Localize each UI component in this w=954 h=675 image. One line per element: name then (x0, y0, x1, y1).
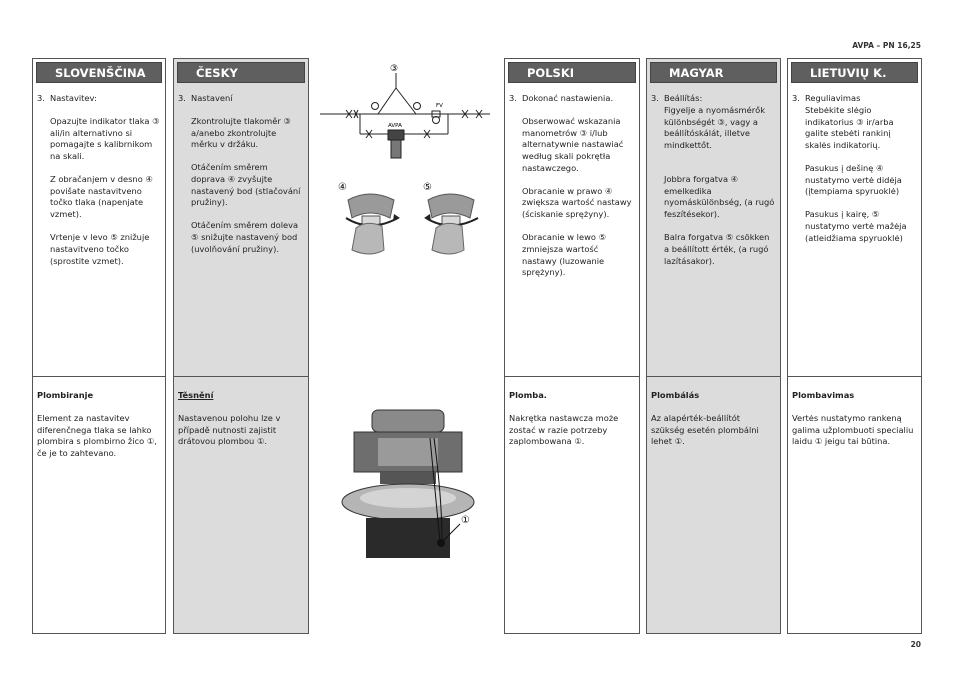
hand-turn-left-illustration (424, 194, 478, 254)
paragraph: Jobbra forgatva ④ emelkedika nyomáskülönbség, (a rugó feszítésekor). (664, 173, 775, 220)
paragraph: Balra forgatva ⑤ csökken a beállított érték, (a rugó lazításakor). (664, 232, 770, 266)
column-heading: MAGYAR (650, 62, 777, 83)
paragraph: Pasukus į dešinę ④ nustatymo vertė didėja (įtempiama spyruoklė) (805, 162, 902, 197)
section-heading: Těsnění (178, 390, 214, 400)
column-slovenscina (32, 58, 166, 634)
paragraph: Zkontrolujte tlakoměr ③ a/anebo zkontrolujte měrku v držáku. (191, 115, 291, 150)
step-title: Reguliavimas (805, 93, 861, 103)
paragraph: Obracanie w prawo ④ zwiększa wartość nastawy (ściskanie sprężyny). (522, 185, 632, 220)
sealing-photo (342, 410, 474, 558)
step-number: 3. (651, 93, 659, 103)
step-title: Nastavitev: (50, 93, 97, 103)
section-heading: Plombálás (651, 390, 700, 400)
column-cesky (173, 58, 309, 634)
step-number: 3. (792, 93, 800, 103)
paragraph: Obserwować wskazania manometrów ③ i/lub alternatywnie nastawiać według skali pokrętła nastawczego. (522, 115, 624, 173)
section-heading: Plomba. (509, 390, 547, 400)
divider (505, 376, 639, 377)
paragraph: Vrtenje v levo ⑤ znižuje nastavitveno točko (sprostite vzmet). (50, 232, 150, 266)
column-heading: POLSKI (508, 62, 636, 83)
paragraph: Nakrętka nastawcza może zostać w razie potrzeby zaplombowana ①. (509, 412, 619, 447)
section-heading: Plombiranje (37, 390, 94, 400)
callout-5-label: ⑤ (423, 182, 432, 193)
paragraph: Stebėkite slėgio indikatorius ③ ir/arba galite stebėti rankinį skalės indikatorių. (805, 104, 894, 151)
page-number: 20 (910, 640, 921, 649)
callout-1-label: ① (461, 515, 470, 526)
column-heading: SLOVENŠČINA (36, 62, 162, 83)
paragraph: Element za nastavitev diferenčnega tlaka se lahko plombira s plombirno žico ①, če je to zahtevano. (37, 412, 157, 459)
column-heading: ČESKY (177, 62, 305, 83)
paragraph: Pasukus į kairę, ⑤ nustatymo vertė mažėja (atleidžiama spyruoklė) (805, 209, 907, 243)
divider (33, 376, 165, 377)
callout-4-label: ④ (338, 182, 347, 193)
callout-3-label: ③ (390, 64, 399, 74)
paragraph: Otáčením směrem doleva ⑤ snižujte nastavený bod (uvolňování pružiny). (191, 220, 299, 254)
paragraph: Nastavenou polohu lze v případě nutnosti zajistit drátovou plombou ①. (178, 412, 281, 447)
paragraph: Obracanie w lewo ⑤ zmniejsza wartość nastawy (luzowanie sprężyny). (522, 232, 607, 278)
avpa-label: AVPA (388, 123, 402, 129)
paragraph: Otáčením směrem doprava ④ zvyšujte nastavený bod (stlačování pružiny). (191, 162, 301, 208)
paragraph: Vertės nustatymo rankeną galima užplombuoti specialiu laidu ① jeigu tai būtina. (792, 412, 914, 447)
step-title: Beállítás: (664, 93, 703, 103)
fv-label: FV (436, 103, 443, 109)
column-lietuviu (787, 58, 922, 634)
step-number: 3. (509, 93, 517, 103)
section-heading: Plombavimas (792, 390, 855, 400)
divider (788, 376, 921, 377)
installation-diagrams (318, 58, 498, 634)
paragraph: Opazujte indikator tlaka ③ ali/in alternativno si pomagajte s kalibrnikom na skali. (50, 115, 160, 162)
step-number: 3. (37, 93, 45, 103)
figure-area (318, 58, 498, 634)
paragraph: Figyelje a nyomásmérők különbségét ③, vagy a beállítóskálát, illetve mindkettőt. (664, 104, 766, 151)
step-title: Nastavení (191, 93, 233, 103)
paragraph: Az alapérték-beállítót szükség esetén plombálni lehet ①. (651, 412, 759, 447)
divider (647, 376, 780, 377)
document-code: AVPA – PN 16,25 (852, 41, 921, 50)
step-title: Dokonać nastawienia. (522, 93, 614, 103)
step-number: 3. (178, 93, 186, 103)
piping-schematic (320, 73, 490, 158)
column-heading: LIETUVIŲ K. (791, 62, 918, 83)
column-magyar (646, 58, 781, 634)
paragraph: Z obračanjem v desno ④ povišate nastavitveno točko tlaka (napenjate vzmet). (50, 173, 153, 220)
column-polski (504, 58, 640, 634)
hand-turn-right-illustration (346, 194, 400, 254)
divider (174, 376, 308, 377)
